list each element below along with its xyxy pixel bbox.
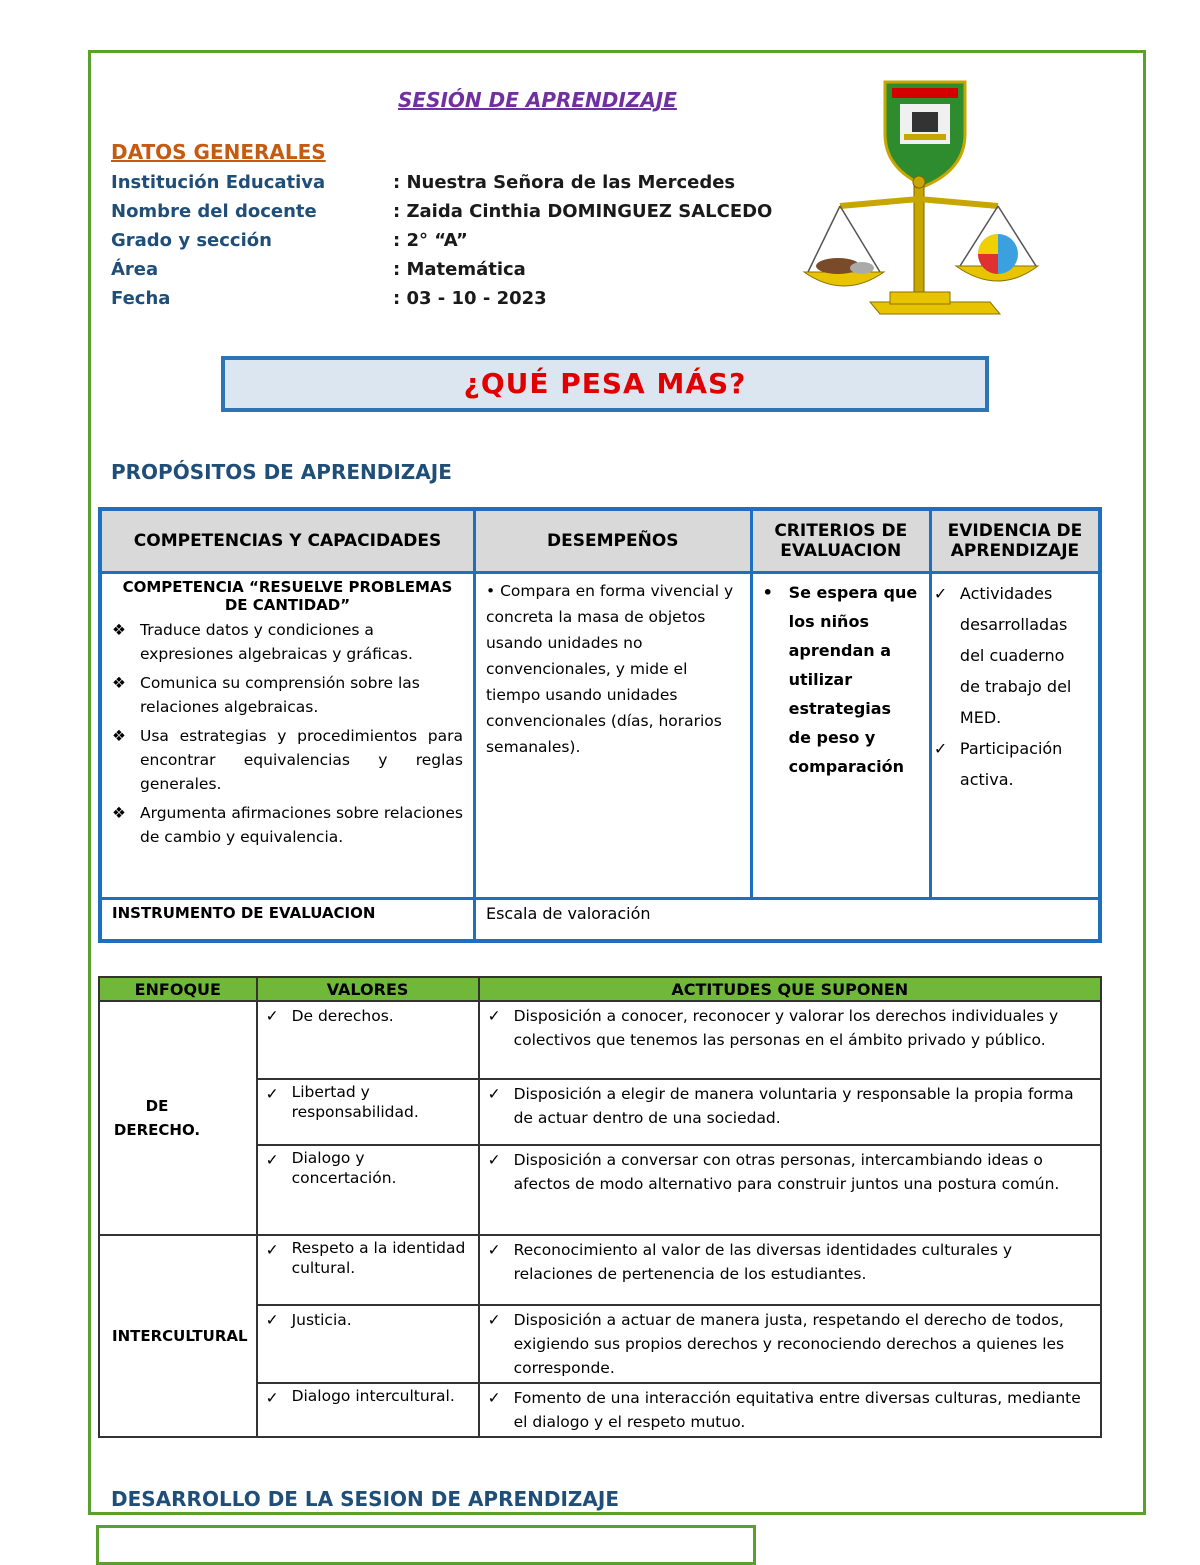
- enfoque-cell: DE DERECHO.: [99, 1001, 257, 1235]
- bullet-icon: •: [762, 583, 773, 602]
- checkmark-icon: ✓: [265, 1241, 279, 1259]
- bullet-icon: •: [485, 582, 501, 600]
- main-title: ¿QUÉ PESA MÁS?: [221, 356, 989, 412]
- actitud-cell: ✓ Fomento de una interacción equitativa entre diversas culturas, mediante el dialogo y el respeto mutuo.: [479, 1383, 1101, 1437]
- diamond-bullet-icon: ❖: [112, 804, 126, 822]
- valor-cell: ✓ Respeto a la identidad cultural.: [257, 1235, 479, 1305]
- datos-row: [111, 201, 772, 230]
- competencias-cell: [100, 573, 474, 899]
- actitud-cell: ✓ Disposición a actuar de manera justa, respetando el derecho de todos, exigiendo sus propios derechos y reconociendo derechos a quienes les corresponde.: [479, 1305, 1101, 1383]
- evidencias-cell: [930, 573, 1100, 899]
- checkmark-icon: ✓: [265, 1007, 279, 1025]
- enfoques-table: [98, 976, 1102, 1438]
- instrumento-label: INSTRUMENTO DE EVALUACION: [100, 899, 474, 941]
- table-row: [100, 573, 1100, 899]
- list-item: ❖ Traduce datos y condiciones a expresiones algebraicas y gráficas.: [112, 618, 463, 666]
- actitud-cell: ✓ Disposición a conocer, reconocer y valorar los derechos individuales y colectivos que tenemos las personas en el ámbito privado y público.: [479, 1001, 1101, 1079]
- table-header: VALORES: [257, 977, 479, 1001]
- table-header: EVIDENCIA DE APRENDIZAJE: [930, 509, 1100, 573]
- school-logo-and-balance-image: [800, 74, 1040, 324]
- checkmark-icon: ✓: [487, 1389, 501, 1407]
- valor-cell: ✓ Dialogo y concertación.: [257, 1145, 479, 1235]
- checkmark-icon: ✓: [265, 1151, 279, 1169]
- datos-label: Área: [111, 259, 159, 280]
- evidencia-text: Participación activa.: [959, 739, 1063, 789]
- datos-row: [111, 230, 772, 259]
- table-header-row: [99, 977, 1101, 1001]
- desempenos-cell: [474, 573, 751, 899]
- checkmark-icon: ✓: [265, 1311, 279, 1329]
- desempeno-text: Compara en forma vivencial y concreta la masa de objetos usando unidades no convencionales, y mide el tiempo usando unidades convencionales (días, horarios semanales).: [485, 582, 734, 756]
- capacidades-list: [112, 618, 463, 849]
- checkmark-icon: ✓: [933, 584, 948, 603]
- checkmark-icon: ✓: [487, 1007, 501, 1025]
- table-header-row: [100, 509, 1100, 573]
- datos-row: [111, 288, 772, 317]
- datos-value: : Nuestra Señora de las Mercedes: [393, 172, 736, 193]
- table-header: COMPETENCIAS Y CAPACIDADES: [100, 509, 474, 573]
- checkmark-icon: ✓: [265, 1389, 279, 1407]
- list-item: ❖ Comunica su comprensión sobre las relaciones algebraicas.: [112, 671, 463, 719]
- propositos-table: [98, 507, 1102, 943]
- datos-value: : 2° “A”: [393, 230, 468, 251]
- datos-value: : Matemática: [393, 259, 526, 280]
- actitud-cell: ✓ Disposición a elegir de manera voluntaria y responsable la propia forma de actuar dentro de una sociedad.: [479, 1079, 1101, 1145]
- actitud-cell: ✓ Disposición a conversar con otras personas, intercambiando ideas o afectos de modo alternativo para construir juntos una postura común.: [479, 1145, 1101, 1235]
- table-row: [99, 1235, 1101, 1305]
- checkmark-icon: ✓: [487, 1085, 501, 1103]
- evidencia-text: Actividades desarrolladas del cuaderno de trabajo del MED.: [959, 584, 1072, 727]
- valor-cell: ✓ Justicia.: [257, 1305, 479, 1383]
- table-row: [100, 899, 1100, 941]
- datos-value: : 03 - 10 - 2023: [393, 288, 547, 309]
- checkmark-icon: ✓: [265, 1085, 279, 1103]
- table-header: CRITERIOS DE EVALUACION: [751, 509, 930, 573]
- session-title: SESIÓN DE APRENDIZAJE: [398, 88, 677, 112]
- criterios-cell: [751, 573, 930, 899]
- table-header: DESEMPEÑOS: [474, 509, 751, 573]
- instrumento-value: Escala de valoración: [474, 899, 1100, 941]
- propositos-heading: PROPÓSITOS DE APRENDIZAJE: [111, 460, 452, 484]
- datos-label: Institución Educativa: [111, 172, 326, 193]
- checkmark-icon: ✓: [487, 1151, 501, 1169]
- criterio-text: Se espera que los niños aprendan a utilizar estrategias de peso y comparación: [788, 583, 918, 776]
- datos-row: [111, 259, 772, 288]
- datos-row: [111, 172, 772, 201]
- diamond-bullet-icon: ❖: [112, 727, 126, 745]
- datos-value: : Zaida Cinthia DOMINGUEZ SALCEDO: [393, 201, 773, 222]
- competencia-title: COMPETENCIA “RESUELVE PROBLEMAS DE CANTIDAD”: [122, 578, 453, 614]
- diamond-bullet-icon: ❖: [112, 674, 126, 692]
- valor-cell: ✓ Dialogo intercultural.: [257, 1383, 479, 1437]
- desarrollo-box: [96, 1525, 756, 1565]
- list-item: ❖ Argumenta afirmaciones sobre relaciones de cambio y equivalencia.: [112, 801, 463, 849]
- table-row: [99, 1001, 1101, 1079]
- checkmark-icon: ✓: [487, 1311, 501, 1329]
- actitud-cell: ✓ Reconocimiento al valor de las diversas identidades culturales y relaciones de pertenencia de los estudiantes.: [479, 1235, 1101, 1305]
- datos-generales-heading: DATOS GENERALES: [111, 140, 326, 164]
- diamond-bullet-icon: ❖: [112, 621, 126, 639]
- checkmark-icon: ✓: [933, 739, 948, 758]
- valor-cell: ✓ De derechos.: [257, 1001, 479, 1079]
- enfoque-cell: INTERCULTURAL: [99, 1235, 257, 1437]
- valor-cell: ✓ Libertad y responsabilidad.: [257, 1079, 479, 1145]
- datos-label: Grado y sección: [111, 230, 272, 251]
- checkmark-icon: ✓: [487, 1241, 501, 1259]
- datos-label: Nombre del docente: [111, 201, 317, 222]
- table-header: ENFOQUE: [99, 977, 257, 1001]
- datos-label: Fecha: [111, 288, 171, 309]
- table-header: ACTITUDES QUE SUPONEN: [479, 977, 1101, 1001]
- list-item: ❖ Usa estrategias y procedimientos para encontrar equivalencias y reglas generales.: [112, 724, 463, 796]
- datos-generales: [111, 172, 772, 317]
- desarrollo-heading: DESARROLLO DE LA SESION DE APRENDIZAJE: [111, 1487, 620, 1511]
